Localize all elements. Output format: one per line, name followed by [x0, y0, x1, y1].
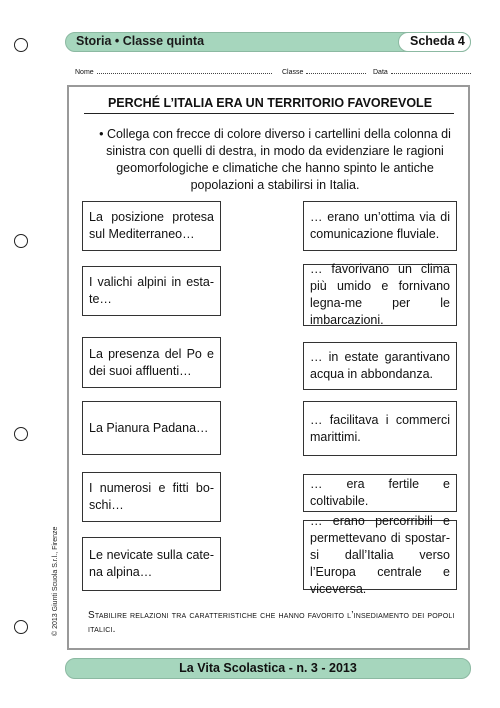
right-card-text: … favorivano un clima più umido e fornivano legna-me per le imbarcazioni. — [310, 262, 450, 327]
left-card-1[interactable] — [82, 201, 221, 251]
binder-hole-4 — [14, 620, 28, 634]
footer-publication: La Vita Scolastica - n. 3 - 2013 — [179, 661, 357, 675]
right-card-3[interactable] — [303, 342, 457, 390]
right-card-text: … era fertile e coltivabile. — [310, 477, 450, 508]
name-field[interactable] — [75, 67, 272, 76]
instruction-text: • Collega con frecce di colore diverso i cartellini della colonna di sinistra con quelli di destra, in modo da evidenziare le ragioni geomorfologiche e climatiche che hanno spinto le antiche popolazioni a stabilirsi in Italia. — [99, 127, 451, 192]
date-label: Data — [373, 69, 388, 76]
class-label: Classe — [282, 69, 304, 76]
left-card-text: I valichi alpini in esta-te… — [89, 275, 214, 306]
right-card-text: … in estate garantivano acqua in abbondanza. — [310, 350, 450, 381]
right-card-4[interactable] — [303, 401, 457, 456]
right-card-6[interactable] — [303, 513, 457, 596]
left-card-text: La Pianura Padana… — [89, 420, 209, 435]
left-card-text: I numerosi e fitti bo-schi… — [89, 481, 214, 512]
left-card-text: La presenza del Po e dei suoi affluenti… — [89, 346, 214, 378]
name-label: Nome — [75, 69, 94, 76]
binder-hole-1 — [14, 38, 28, 52]
exercise-title: PERCHÉ L’ITALIA ERA UN TERRITORIO FAVOREVOLE — [107, 96, 433, 110]
right-card-1[interactable] — [303, 201, 457, 251]
task-text: Stabilire relazioni tra caratteristiche che hanno favorito l’insediamento dei popoli italici. — [88, 610, 455, 635]
student-fields — [75, 67, 470, 79]
left-card-5[interactable] — [82, 472, 221, 522]
copyright-note: © 2013 Giunti Scuola S.r.l., Firenze — [52, 526, 59, 636]
right-card-text: … erano un’ottima via di comunicazione fluviale. — [310, 210, 450, 241]
left-card-text: Le nevicate sulla cate-na alpina… — [89, 548, 214, 579]
right-card-text: … facilitava i commerci marittimi. — [310, 412, 450, 444]
right-card-text: … erano percorribili e permettevano di spostar-si dall’Italia verso l’Europa centrale e viceversa. — [310, 513, 450, 596]
binder-hole-2 — [14, 234, 28, 248]
right-card-5[interactable] — [303, 474, 457, 512]
left-card-2[interactable] — [82, 266, 221, 316]
subject-label: Storia • Classe quinta — [76, 34, 205, 48]
left-card-text: La posizione protesa sul Mediterraneo… — [89, 210, 214, 241]
left-card-4[interactable] — [82, 401, 221, 455]
title-divider — [84, 113, 454, 114]
binder-hole-3 — [14, 427, 28, 441]
date-field[interactable] — [373, 67, 471, 76]
left-card-3[interactable] — [82, 337, 221, 388]
right-card-2[interactable] — [303, 264, 457, 326]
class-field[interactable] — [282, 67, 366, 76]
left-card-6[interactable] — [82, 537, 221, 591]
sheet-number: Scheda 4 — [410, 34, 465, 48]
